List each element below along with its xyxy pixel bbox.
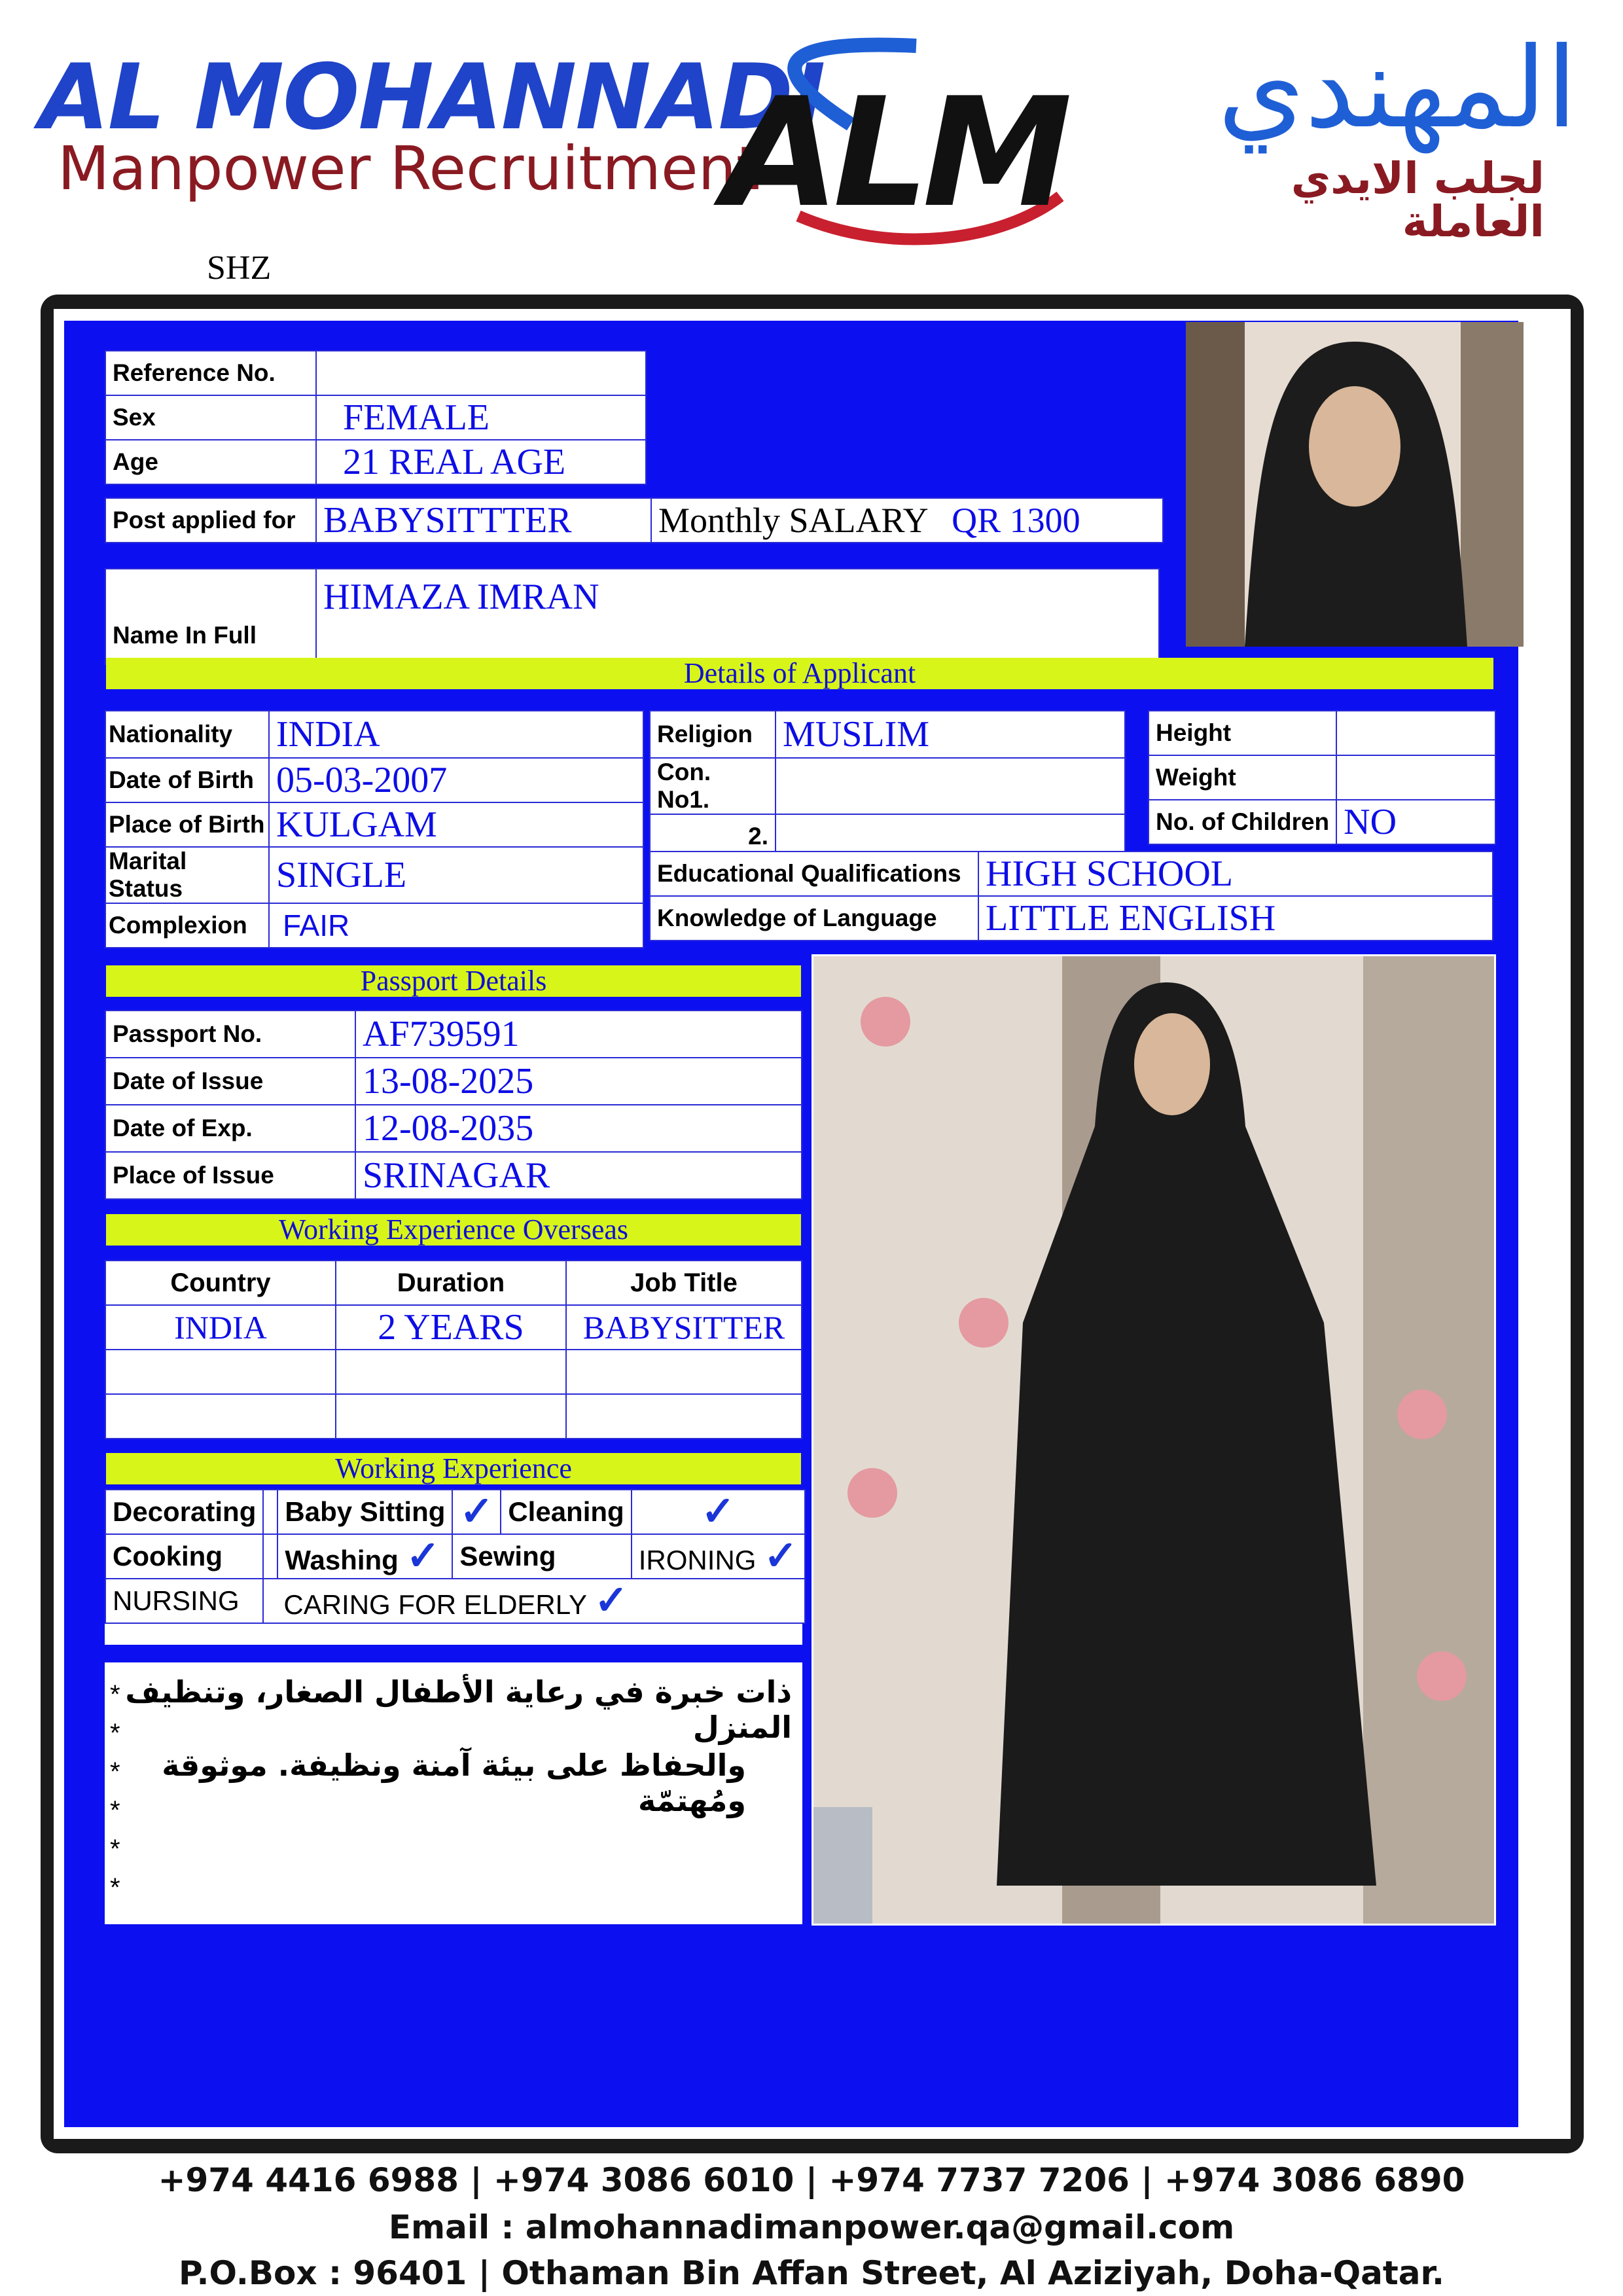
remarks-line-2: والحفاظ على بيئة آمنة ونظيفة. موثوقة ومُهتمّة xyxy=(162,1748,746,1818)
row3-country xyxy=(105,1394,336,1439)
table-row xyxy=(105,1350,802,1394)
edu-value: HIGH SCHOOL xyxy=(978,852,1493,896)
decorating-label: Decorating xyxy=(105,1490,263,1534)
religion-table xyxy=(649,710,1126,859)
bullet: * xyxy=(110,1757,120,1786)
cooking-check xyxy=(263,1534,277,1579)
full-body-illustration xyxy=(813,956,1494,1924)
table-row xyxy=(105,1394,802,1439)
education-table xyxy=(649,851,1493,941)
headshot-photo xyxy=(1186,322,1524,647)
ironing-check-icon: ✓ xyxy=(764,1534,798,1579)
row1-country: INDIA xyxy=(105,1305,336,1350)
place-value: SRINAGAR xyxy=(355,1152,802,1199)
place-label: Place of Issue xyxy=(105,1152,355,1199)
name-table xyxy=(105,568,1160,665)
ironing-cell xyxy=(632,1534,805,1579)
age-value: 21 REAL AGE xyxy=(316,440,646,484)
passport-title: Passport Details xyxy=(106,965,801,997)
salary-cell xyxy=(651,498,1163,543)
issue-value: 13-08-2025 xyxy=(355,1058,802,1105)
dob-value: 05-03-2007 xyxy=(269,758,643,802)
exp-label: Date of Exp. xyxy=(105,1105,355,1152)
issue-label: Date of Issue xyxy=(105,1058,355,1105)
row3-job xyxy=(566,1394,802,1439)
complexion-label: Complexion xyxy=(105,903,269,948)
passport-no-value: AF739591 xyxy=(355,1011,802,1058)
complexion-value: FAIR xyxy=(269,903,643,948)
top-info-table xyxy=(105,350,647,485)
headshot-illustration xyxy=(1186,322,1524,647)
cleaning-label: Cleaning xyxy=(501,1490,631,1534)
marital-value: SINGLE xyxy=(269,847,643,903)
con1-label: Con. No1. xyxy=(650,758,776,814)
babysitting-check-icon: ✓ xyxy=(452,1490,501,1534)
height-label: Height xyxy=(1149,711,1336,755)
reference-value xyxy=(316,351,646,395)
elderly-cell xyxy=(263,1579,805,1623)
edu-label: Educational Qualifications xyxy=(650,852,978,896)
footer-address: P.O.Box : 96401 | Othaman Bin Affan Street, Al Aziziyah, Doha-Qatar. xyxy=(179,2254,1444,2292)
religion-label: Religion xyxy=(650,711,776,758)
full-body-photo xyxy=(812,954,1496,1926)
bullet: * xyxy=(110,1719,120,1748)
overseas-title: Working Experience Overseas xyxy=(106,1214,801,1246)
cooking-label: Cooking xyxy=(105,1534,263,1579)
pob-label: Place of Birth xyxy=(105,802,269,847)
nationality-label: Nationality xyxy=(105,711,269,758)
con2-label: 2. xyxy=(650,814,776,859)
nursing-label: NURSING xyxy=(105,1579,263,1623)
remarks-box xyxy=(105,1662,802,1924)
decorating-check xyxy=(263,1490,277,1534)
table-row xyxy=(105,1305,802,1350)
row2-job xyxy=(566,1350,802,1394)
row1-duration: 2 YEARS xyxy=(336,1305,566,1350)
weight-value xyxy=(1336,755,1495,800)
remarks-line-1: ذات خبرة في رعاية الأطفال الصغار، وتنظيف المنزل xyxy=(125,1674,792,1745)
company-name-en: AL MOHANNADI xyxy=(39,45,825,150)
experience-title: Working Experience xyxy=(106,1453,801,1484)
washing-cell xyxy=(277,1534,452,1579)
bullet: * xyxy=(110,1873,120,1902)
bullet: * xyxy=(110,1680,120,1709)
footer-email: Email : almohannadimanpower.qa@gmail.com xyxy=(388,2208,1235,2246)
children-value: NO xyxy=(1336,800,1495,844)
salary-value: QR 1300 xyxy=(952,501,1080,540)
babysitting-label: Baby Sitting xyxy=(277,1490,452,1534)
alm-logo-text: ALM xyxy=(723,66,1066,241)
physical-table xyxy=(1148,710,1496,845)
bullet: * xyxy=(110,1796,120,1825)
ironing-label: IRONING xyxy=(638,1545,757,1575)
name-value: HIMAZA IMRAN xyxy=(316,569,1159,664)
cleaning-check-icon: ✓ xyxy=(632,1490,805,1534)
details-left-table xyxy=(105,710,644,948)
age-label: Age xyxy=(105,440,316,484)
header-duration: Duration xyxy=(336,1261,566,1305)
row2-duration xyxy=(336,1350,566,1394)
con1-value xyxy=(776,758,1125,814)
experience-box xyxy=(105,1489,802,1645)
company-tagline-en: Manpower Recruitment xyxy=(58,134,760,204)
nationality-value: INDIA xyxy=(269,711,643,758)
elderly-label: CARING FOR ELDERLY xyxy=(283,1589,587,1620)
passport-table xyxy=(105,1010,802,1200)
sex-value: FEMALE xyxy=(316,395,646,440)
name-label: Name In Full xyxy=(105,569,316,664)
sewing-label: Sewing xyxy=(452,1534,631,1579)
passport-no-label: Passport No. xyxy=(105,1011,355,1058)
header-job-title: Job Title xyxy=(566,1261,802,1305)
pob-value: KULGAM xyxy=(269,802,643,847)
exp-value: 12-08-2035 xyxy=(355,1105,802,1152)
overseas-table xyxy=(105,1260,802,1439)
post-value: BABYSITTTER xyxy=(316,498,651,543)
remarks-bullets xyxy=(110,1676,120,1907)
washing-check-icon: ✓ xyxy=(406,1534,440,1579)
header-country: Country xyxy=(105,1261,336,1305)
details-title: Details of Applicant xyxy=(106,658,1493,689)
row1-job: BABYSITTER xyxy=(566,1305,802,1350)
row2-country xyxy=(105,1350,336,1394)
post-table xyxy=(105,497,1164,543)
children-label: No. of Children xyxy=(1149,800,1336,844)
lang-value: LITTLE ENGLISH xyxy=(978,896,1493,941)
reference-label: Reference No. xyxy=(105,351,316,395)
dob-label: Date of Birth xyxy=(105,758,269,802)
elderly-check-icon: ✓ xyxy=(594,1578,628,1623)
experience-table xyxy=(105,1489,806,1624)
code-label: SHZ xyxy=(207,249,272,287)
sex-label: Sex xyxy=(105,395,316,440)
religion-value: MUSLIM xyxy=(776,711,1125,758)
company-tagline-ar: لجلب الايدي العاملة xyxy=(1291,153,1544,247)
row3-duration xyxy=(336,1394,566,1439)
washing-label: Washing xyxy=(285,1545,399,1575)
post-label: Post applied for xyxy=(105,498,316,543)
lang-label: Knowledge of Language xyxy=(650,896,978,941)
company-name-ar: المهندي xyxy=(1217,24,1577,153)
salary-label: Monthly SALARY xyxy=(658,501,927,540)
bullet: * xyxy=(110,1835,120,1863)
height-value xyxy=(1336,711,1495,755)
weight-label: Weight xyxy=(1149,755,1336,800)
footer-phones: +974 4416 6988 | +974 3086 6010 | +974 7737 7206 | +974 3086 6890 xyxy=(158,2161,1465,2199)
marital-label: Marital Status xyxy=(105,847,269,903)
